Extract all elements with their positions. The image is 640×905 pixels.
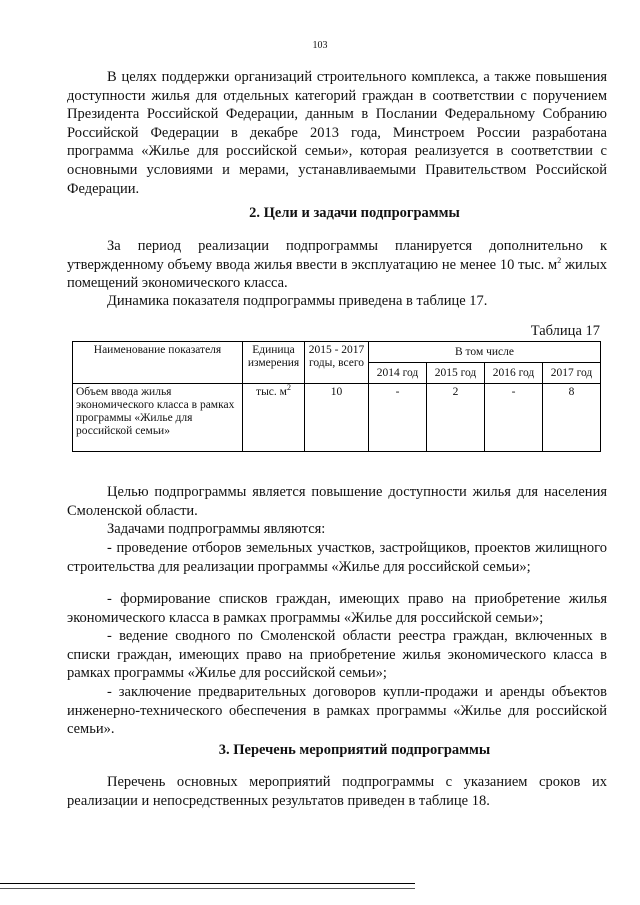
unit-superscript: 2 (286, 383, 291, 393)
header-year: 2016 год (485, 363, 543, 384)
table-header-row (73, 342, 601, 363)
footer-rule-thin (0, 888, 415, 889)
indicator-table (72, 341, 601, 452)
row-value: - (369, 384, 427, 452)
header-including: В том числе (369, 342, 601, 363)
task-item: - ведение сводного по Смоленской области реестра граждан, включенных в списки граждан, имеющих право на приобретение жилья экономического класса в рамках программы «Жилье для российской семьи»; (67, 628, 607, 682)
row-total: 10 (305, 384, 369, 452)
header-unit: Единица измерения (243, 342, 305, 384)
header-year: 2015 год (427, 363, 485, 384)
task-item: - проведение отборов земельных участков, застройщиков, проектов жилищного строительства для реализации программы «Жилье для российской семьи»; (67, 540, 607, 575)
page-number: 103 (312, 40, 328, 51)
table-row (73, 384, 601, 452)
paragraph-text-end: жилых помещений экономического класса. (67, 256, 607, 292)
header-indicator-name: Наименование показателя (73, 342, 243, 384)
row-value: 2 (427, 384, 485, 452)
section-3-heading: 3. Перечень мероприятий подпрограммы (218, 742, 491, 758)
header-total: 2015 - 2017 годы, всего (305, 342, 369, 384)
row-value: 8 (543, 384, 601, 452)
header-year: 2017 год (543, 363, 601, 384)
task-item: - формирование списков граждан, имеющих право на приобретение жилья экономического класса в рамках программы «Жилье для российской семьи»; (67, 591, 607, 626)
section-2-paragraph-2: Динамика показателя подпрограммы приведена в таблице 17. (107, 293, 488, 309)
superscript: 2 (557, 255, 562, 265)
section-3-paragraph: Перечень основных мероприятий подпрограммы с указанием сроков их реализации и непосредственных результатов приведен в таблице 18. (67, 774, 607, 809)
unit-text: тыс. м (256, 386, 287, 398)
section-2-heading: 2. Цели и задачи подпрограммы (249, 205, 460, 221)
row-unit (243, 384, 305, 452)
row-indicator-name: Объем ввода жилья экономического класса в рамках программы «Жилье для российской семьи» (73, 384, 243, 452)
table-caption: Таблица 17 (530, 323, 600, 339)
goal-paragraph: Целью подпрограммы является повышение доступности жилья для населения Смоленской области. (67, 484, 607, 519)
paragraph-text: За период реализации подпрограммы планируется дополнительно к утвержденному объему ввода жилья ввести в эксплуатацию не менее 10 тыс. м (67, 238, 607, 273)
tasks-intro: Задачами подпрограммы являются: (107, 521, 326, 537)
row-value: - (485, 384, 543, 452)
footer-rule (0, 883, 415, 884)
header-year: 2014 год (369, 363, 427, 384)
section-2-paragraph-1 (67, 237, 607, 293)
intro-paragraph: В целях поддержки организаций строительного комплекса, а также повышения доступности жилья для отдельных категорий граждан в соответствии с поручением Президента Российской Федерации, данным в Послании Федеральному Собранию Российской Федерации в декабре 2013 года, Минстроем России разработана программа «Жилье для российской семьи», которая реализуется в соответствии с основными условиями и мерами, устанавливаемыми Правительством Российской Федерации. (67, 69, 607, 197)
task-item: - заключение предварительных договоров купли-продажи и аренды объектов инженерно-технического обеспечения в рамках программы «Жилье для российской семьи». (67, 684, 607, 738)
